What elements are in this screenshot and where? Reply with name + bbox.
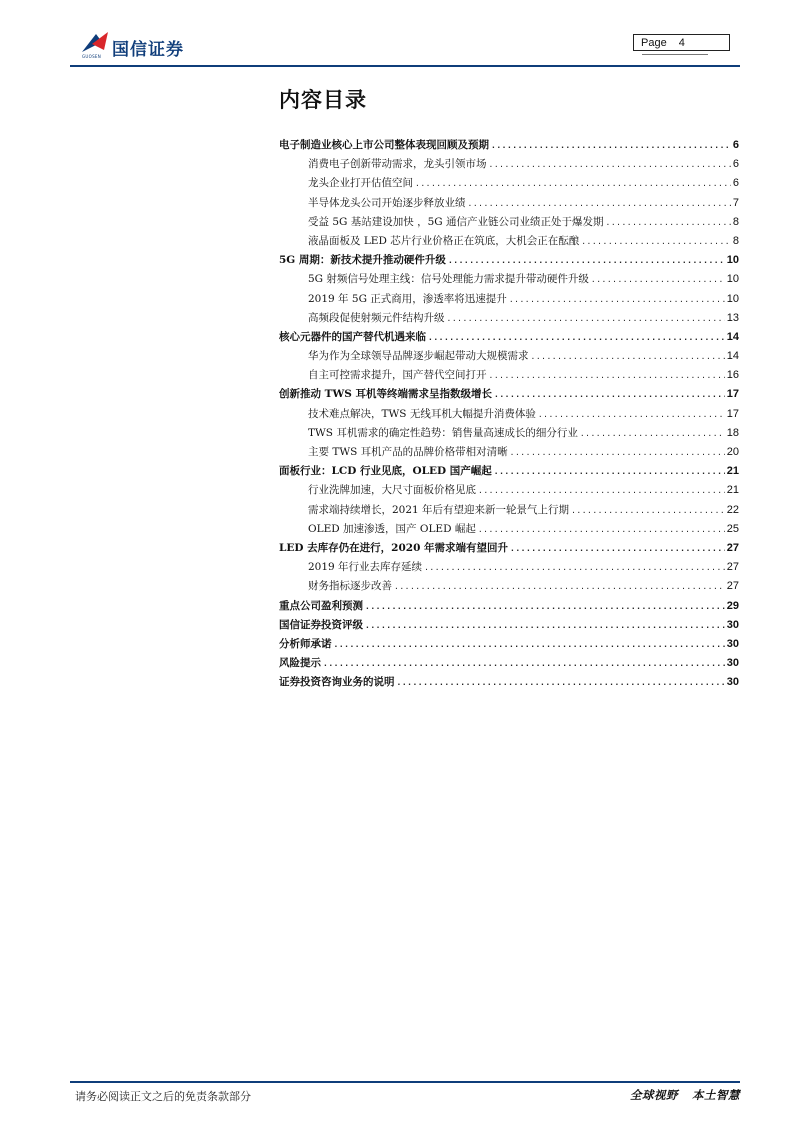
toc-entry-page: 20 (726, 446, 739, 458)
toc-entry-chapter[interactable] (279, 329, 739, 348)
toc-entry-label: 5G 周期：新技术提升推动硬件升级 (279, 254, 446, 267)
toc-entry-page: 14 (726, 330, 739, 343)
toc-entry-label: 行业洗牌加速，大尺寸面板价格见底 (308, 484, 476, 497)
footer-disclaimer: 请务必阅读正文之后的免责条款部分 (75, 1090, 251, 1103)
toc-entry-page: 21 (726, 484, 739, 497)
toc-entry-page: 21 (726, 465, 739, 478)
toc-entry-chapter[interactable] (279, 252, 739, 271)
toc-entry-chapter[interactable] (279, 617, 739, 636)
toc-leader-dots (531, 352, 725, 361)
toc-entry-section[interactable] (279, 367, 739, 386)
footer-slogan-1: 全球视野 (630, 1088, 678, 1102)
toc-entry-label: 重点公司盈利预测 (279, 599, 363, 612)
toc-entry-page: 6 (732, 158, 739, 171)
toc-leader-dots (397, 678, 725, 687)
toc-entry-section[interactable] (279, 156, 739, 175)
toc-entry-label: LED 去库存仍在进行，2020 年需求端有望回升 (279, 541, 509, 554)
toc-entry-page: 17 (726, 407, 739, 420)
toc-entry-label: 面板行业：LCD 行业见底，OLED 国产崛起 (279, 465, 492, 478)
toc-leader-dots (538, 410, 725, 419)
toc-leader-dots (510, 544, 725, 553)
toc-entry-section[interactable] (279, 195, 739, 214)
toc-entry-section[interactable] (279, 578, 739, 597)
footer-rule (70, 1081, 740, 1083)
toc-entry-page: 30 (726, 618, 739, 631)
toc-entry-label: 证券投资咨询业务的说明 (279, 676, 395, 689)
toc-leader-dots (494, 467, 725, 476)
toc-entry-chapter[interactable] (279, 137, 739, 156)
toc-entry-page: 16 (726, 369, 739, 382)
toc-entry-label: 分析师承诺 (279, 637, 332, 650)
logo-mark-icon (78, 30, 110, 56)
toc-entry-label: 自主可控需求提升，国产替代空间打开 (308, 369, 487, 382)
toc-leader-dots (489, 371, 725, 380)
toc-entry-page: 6 (732, 139, 739, 151)
toc-entry-label: 国信证券投资评级 (279, 618, 363, 631)
toc-entry-chapter[interactable] (279, 674, 739, 693)
toc-entry-label: 需求端持续增长，2021 年后有望迎来新一轮景气上行期 (308, 503, 570, 516)
toc-entry-section[interactable] (279, 482, 739, 501)
toc-entry-label: 华为作为全球领导品牌逐步崛起带动大规模需求 (308, 350, 529, 363)
toc-leader-dots (428, 333, 725, 342)
toc-entry-label: 高频段促使射频元件结构升级 (308, 311, 445, 324)
toc-leader-dots (468, 199, 731, 208)
toc-entry-page: 29 (726, 599, 739, 612)
toc-entry-section[interactable] (279, 406, 739, 425)
toc-entry-section[interactable] (279, 271, 739, 290)
toc-entry-section[interactable] (279, 214, 739, 233)
page-number: 4 (678, 37, 685, 49)
toc-entry-page: 30 (726, 637, 739, 650)
brand-sub: GUOSEN (82, 54, 102, 59)
toc-entry-label: 电子制造业核心上市公司整体表现回顾及预期 (279, 139, 489, 151)
toc-leader-dots (606, 218, 731, 227)
toc-entry-chapter[interactable] (279, 636, 739, 655)
toc-entry-label: 财务指标逐步改善 (308, 580, 392, 593)
toc-entry-label: TWS 耳机需求的确定性趋势：销售量高速成长的细分行业 (308, 426, 578, 439)
toc-entry-section[interactable] (279, 559, 739, 578)
toc-leader-dots (394, 582, 725, 591)
toc-title: 内容目录 (279, 87, 367, 112)
toc-entry-label: 消费电子创新带动需求，龙头引领市场 (308, 158, 487, 171)
toc-entry-page: 8 (732, 234, 739, 247)
toc-entry-chapter[interactable] (279, 540, 739, 559)
toc-entry-label: 半导体龙头公司开始逐步释放业绩 (308, 196, 466, 209)
toc-entry-section[interactable] (279, 521, 739, 540)
toc-leader-dots (415, 179, 731, 188)
toc-entry-page: 17 (726, 388, 739, 401)
toc-leader-dots (365, 621, 725, 630)
toc-entry-page: 10 (726, 292, 739, 305)
toc-leader-dots (448, 256, 725, 265)
toc-entry-page: 27 (726, 561, 739, 574)
toc-entry-page: 8 (732, 215, 739, 228)
toc-entry-label: 受益 5G 基站建设加快 ，5G 通信产业链公司业绩正处于爆发期 (308, 215, 604, 228)
toc-leader-dots (581, 237, 731, 246)
toc-entry-page: 6 (732, 177, 739, 190)
toc-leader-dots (365, 602, 725, 611)
toc-entry-section[interactable] (279, 175, 739, 194)
toc-entry-page: 25 (726, 522, 739, 535)
toc-leader-dots (591, 275, 725, 284)
toc-entry-page: 27 (726, 541, 739, 554)
toc-leader-dots (510, 448, 725, 457)
page-header (0, 0, 800, 70)
toc-leader-dots (571, 506, 725, 515)
toc-entry-label: 2019 年行业去库存延续 (308, 561, 423, 574)
toc-entry-label: 液晶面板及 LED 芯片行业价格正在筑底，大机会正在酝酿 (308, 234, 580, 247)
toc-entry-label: 主要 TWS 耳机产品的品牌价格带相对清晰 (308, 446, 508, 458)
toc-entry-label: 5G 射频信号处理主线：信号处理能力需求提升带动硬件升级 (308, 273, 589, 286)
page-label: Page (641, 37, 667, 49)
table-of-contents (279, 137, 739, 693)
toc-entry-label: 风险提示 (279, 657, 321, 670)
toc-entry-page: 10 (726, 254, 739, 267)
header-rule (70, 65, 740, 67)
toc-leader-dots (509, 295, 725, 304)
toc-entry-label: 2019 年 5G 正式商用，渗透率将迅速提升 (308, 292, 507, 305)
toc-entry-page: 22 (726, 503, 739, 516)
toc-entry-chapter[interactable] (279, 463, 739, 482)
guosen-logo (78, 30, 228, 64)
toc-leader-dots (491, 141, 731, 150)
page-underline (642, 54, 708, 55)
toc-entry-section[interactable] (279, 502, 739, 521)
toc-entry-page: 7 (732, 196, 739, 209)
footer-slogan-2: 本土智慧 (692, 1088, 740, 1102)
toc-entry-chapter[interactable] (279, 598, 739, 617)
toc-leader-dots (424, 563, 725, 572)
toc-entry-section[interactable] (279, 233, 739, 252)
toc-entry-page: 27 (726, 580, 739, 593)
toc-entry-section[interactable] (279, 291, 739, 310)
toc-leader-dots (478, 486, 725, 495)
toc-entry-section[interactable] (279, 348, 739, 367)
toc-leader-dots (489, 160, 731, 169)
page-indicator (633, 34, 730, 51)
toc-entry-section[interactable] (279, 310, 739, 329)
toc-leader-dots (447, 314, 725, 323)
toc-entry-section[interactable] (279, 444, 739, 463)
toc-entry-page: 13 (726, 311, 739, 324)
toc-entry-page: 10 (726, 273, 739, 286)
toc-entry-chapter[interactable] (279, 386, 739, 405)
toc-entry-label: 技术难点解决，TWS 无线耳机大幅提升消费体验 (308, 407, 536, 420)
toc-entry-section[interactable] (279, 425, 739, 444)
toc-entry-label: 龙头企业打开估值空间 (308, 177, 413, 190)
toc-leader-dots (334, 640, 725, 649)
toc-leader-dots (478, 525, 725, 534)
footer-slogan (630, 1087, 740, 1103)
toc-entry-page: 30 (726, 676, 739, 689)
toc-leader-dots (494, 390, 725, 399)
toc-leader-dots (580, 429, 725, 438)
toc-entry-label: 核心元器件的国产替代机遇来临 (279, 330, 426, 343)
toc-entry-label: 创新推动 TWS 耳机等终端需求呈指数级增长 (279, 388, 492, 401)
toc-entry-label: OLED 加速渗透，国产 OLED 崛起 (308, 522, 476, 535)
toc-entry-chapter[interactable] (279, 655, 739, 674)
toc-entry-page: 30 (726, 657, 739, 670)
toc-entry-page: 14 (726, 350, 739, 363)
toc-leader-dots (323, 659, 725, 668)
toc-entry-page: 18 (726, 426, 739, 439)
brand-name: 国信证券 (112, 40, 184, 60)
